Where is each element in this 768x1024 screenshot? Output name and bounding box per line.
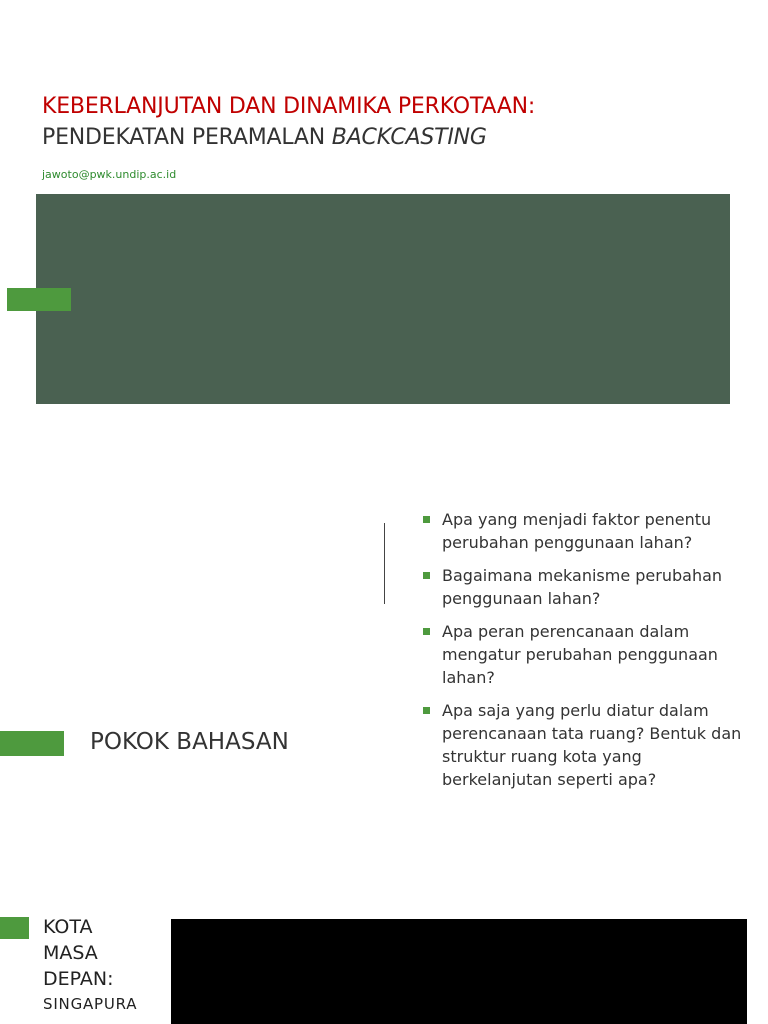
author-email: jawoto@pwk.undip.ac.id <box>42 168 177 181</box>
slide3-title-line3: DEPAN: <box>43 968 114 990</box>
list-item <box>422 699 742 791</box>
slide1-title-line2 <box>42 125 487 150</box>
slide1-title-line2-text: PENDEKATAN PERAMALAN <box>42 125 332 150</box>
question-text: Apa peran perencanaan dalam mengatur perubahan penggunaan lahan? <box>442 622 718 687</box>
slide1-title-line1: KEBERLANJUTAN DAN DINAMIKA PERKOTAAN: <box>42 94 536 119</box>
question-list <box>422 508 742 801</box>
square-bullet-icon <box>423 628 430 635</box>
question-text: Apa saja yang perlu diatur dalam perencanaan tata ruang? Bentuk dan struktur ruang kota yang berkelanjutan seperti apa? <box>442 701 742 789</box>
question-text: Bagaimana mekanisme perubahan penggunaan lahan? <box>442 566 723 608</box>
slide3-title-line1: KOTA <box>43 916 93 938</box>
kota-accent-tab <box>0 917 29 939</box>
slide3-title-line2: MASA <box>43 942 98 964</box>
list-item <box>422 620 742 689</box>
hero-accent-tab <box>7 288 71 311</box>
slide3-image-panel <box>171 919 747 1024</box>
square-bullet-icon <box>423 707 430 714</box>
hero-image-panel <box>36 194 730 404</box>
pokok-accent-tab <box>0 731 64 756</box>
question-text: Apa yang menjadi faktor penentu perubahan penggunaan lahan? <box>442 510 712 552</box>
slide1-title-line2-italic: BACKCASTING <box>331 125 487 150</box>
square-bullet-icon <box>423 572 430 579</box>
square-bullet-icon <box>423 516 430 523</box>
list-item <box>422 508 742 554</box>
slide3-subtitle: SINGAPURA <box>43 995 138 1013</box>
list-item <box>422 564 742 610</box>
slide3-title <box>43 914 114 992</box>
section-heading: POKOK BAHASAN <box>90 729 289 755</box>
vertical-divider <box>384 523 385 604</box>
